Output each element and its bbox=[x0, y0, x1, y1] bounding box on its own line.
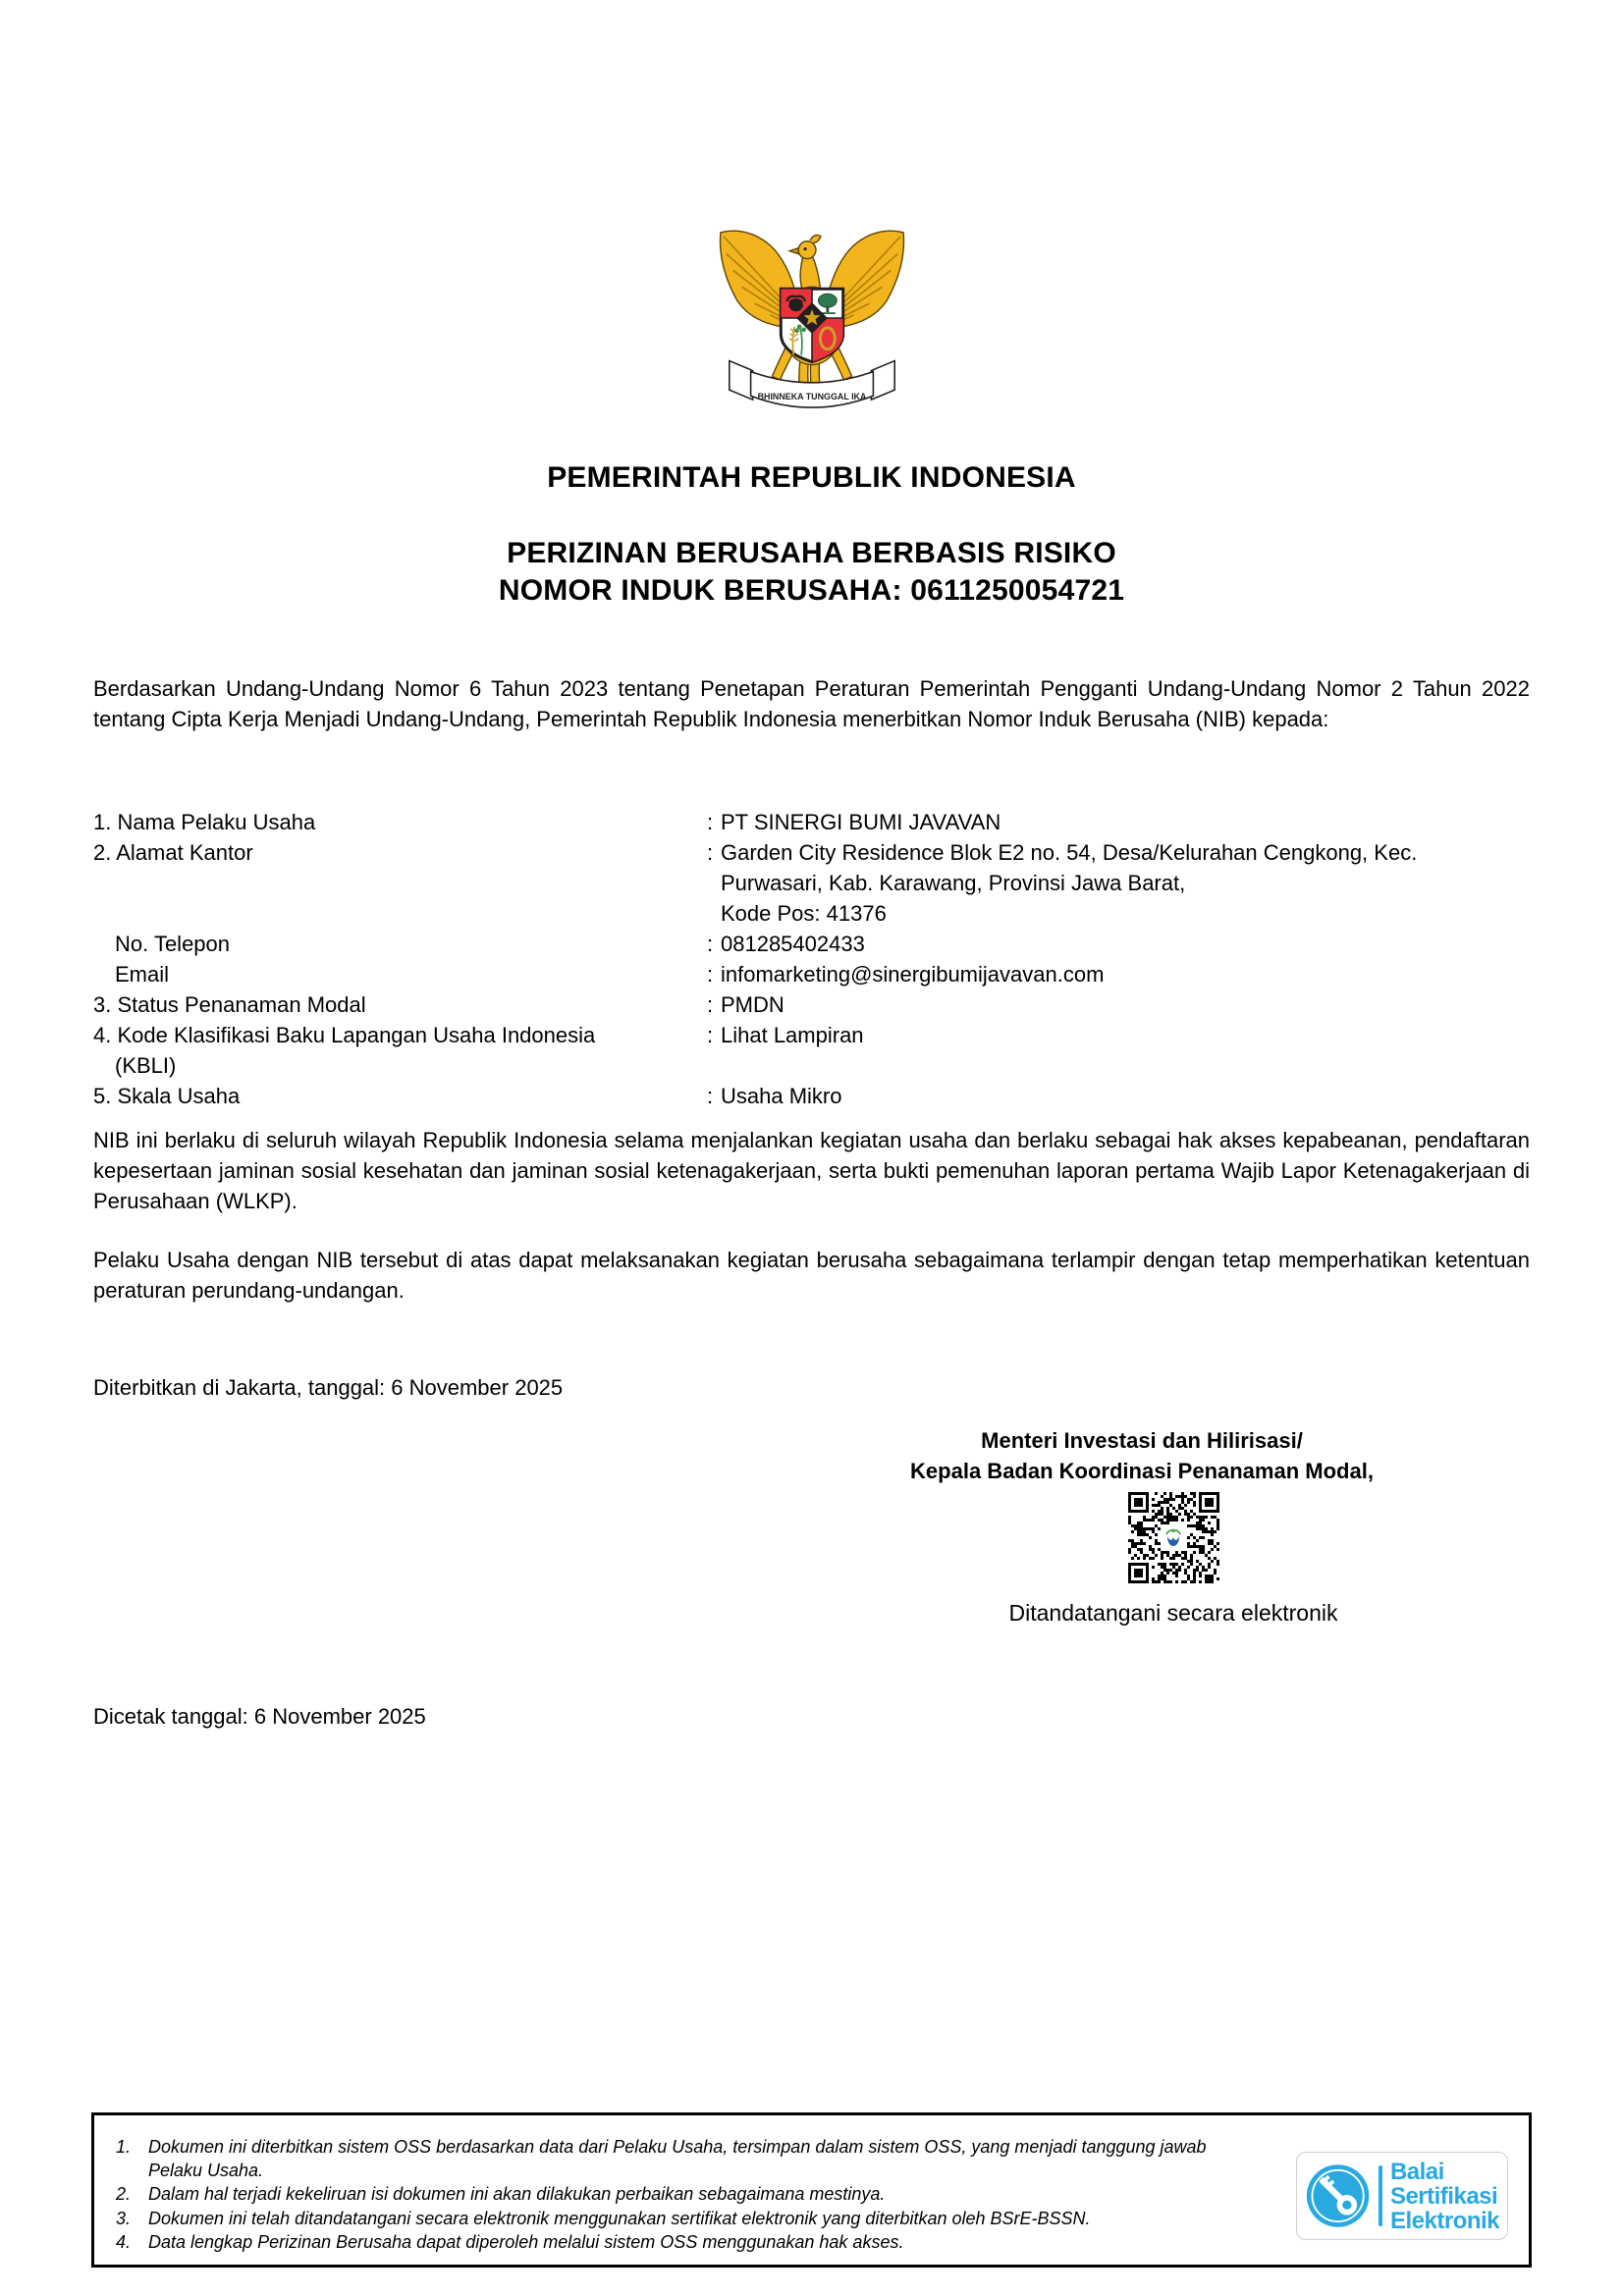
government-title: PEMERINTAH REPUBLIK INDONESIA bbox=[547, 461, 1076, 494]
detail-value: PT SINERGI BUMI JAVAVAN bbox=[721, 810, 1001, 834]
detail-label: Email bbox=[115, 962, 170, 987]
printed-line: Dicetak tanggal: 6 November 2025 bbox=[93, 1704, 426, 1729]
footnote-item bbox=[116, 2136, 1244, 2182]
detail-value-line: Kode Pos: 41376 bbox=[721, 901, 887, 926]
detail-label: No. Telepon bbox=[115, 932, 231, 956]
footnote-item bbox=[116, 2183, 1244, 2207]
colon: : bbox=[707, 932, 714, 956]
footnote-item bbox=[116, 2231, 1244, 2255]
bse-logo-text-line2: Sertifikasi bbox=[1389, 2182, 1498, 2210]
footnote-text: Dokumen ini telah ditandatangani secara elektronik menggunakan sertifikat elektronik yang diterbitkan oleh BSrE-BSSN. bbox=[148, 2208, 1091, 2228]
validity-paragraph: NIB ini berlaku di seluruh wilayah Republik Indonesia selama menjalankan kegiatan usaha dan berlaku sebagai hak akses kepabeanan, pendaftaran kepesertaan jaminan sosial kesehatan dan jaminan sosial ketenagakerjaan, serta bukti pemenuhan laporan pertama Wajib Lapor Ketenagakerjaan di Perusahaan (WLKP). bbox=[93, 1128, 1530, 1213]
bkpm-logo-icon bbox=[1161, 1525, 1186, 1551]
business-details-list bbox=[93, 807, 1530, 1111]
detail-value-line: Garden City Residence Blok E2 no. 54, Desa/Kelurahan Cengkong, Kec. bbox=[721, 840, 1418, 865]
bse-logo-text-line3: Elektronik bbox=[1389, 2207, 1499, 2234]
colon: : bbox=[707, 840, 714, 865]
garuda-pancasila-emblem bbox=[710, 208, 914, 424]
signatory-title-line2: Kepala Badan Koordinasi Penanaman Modal, bbox=[910, 1459, 1374, 1483]
issued-line: Diterbitkan di Jakarta, tanggal: 6 November 2025 bbox=[93, 1375, 564, 1400]
qr-code bbox=[1128, 1492, 1219, 1583]
detail-label: 4. Kode Klasifikasi Baku Lapangan Usaha Indonesia bbox=[93, 1023, 596, 1047]
detail-row-alamat-kantor bbox=[93, 837, 1530, 929]
document-type-title: PERIZINAN BERUSAHA BERBASIS RISIKO bbox=[507, 537, 1116, 569]
footnote-item bbox=[116, 2208, 1244, 2231]
colon: : bbox=[707, 1084, 714, 1108]
detail-row-skala-usaha bbox=[93, 1081, 1530, 1111]
bse-logo-text-line1: Balai bbox=[1389, 2158, 1444, 2185]
detail-label: 5. Skala Usaha bbox=[93, 1084, 241, 1108]
detail-value-line: Purwasari, Kab. Karawang, Provinsi Jawa Barat, bbox=[721, 871, 1186, 895]
footnote-number: 4. bbox=[116, 2232, 132, 2252]
obligation-paragraph: Pelaku Usaha dengan NIB tersebut di atas dapat melaksanakan kegiatan berusaha sebagaimana terlampir dengan tetap memperhatikan ketentuan peraturan perundang-undangan. bbox=[93, 1248, 1530, 1303]
detail-value: infomarketing@sinergibumijavavan.com bbox=[721, 962, 1105, 987]
bhinneka-motto: BHINNEKA TUNGGAL IKA bbox=[757, 392, 866, 402]
footnote-number: 3. bbox=[116, 2208, 132, 2228]
detail-label-line2: (KBLI) bbox=[115, 1053, 177, 1078]
footnote-number: 2. bbox=[116, 2184, 132, 2204]
detail-row-email bbox=[93, 959, 1530, 989]
electronic-signature-note: Ditandatangani secara elektronik bbox=[1008, 1600, 1338, 1626]
detail-row-kbli bbox=[93, 1020, 1530, 1081]
detail-row-status-penanaman-modal bbox=[93, 989, 1530, 1020]
footnote-number: 1. bbox=[116, 2137, 132, 2157]
detail-value: PMDN bbox=[721, 992, 784, 1017]
colon: : bbox=[707, 992, 714, 1017]
colon: : bbox=[707, 810, 714, 834]
nib-number-title: NOMOR INDUK BERUSAHA: 0611250054721 bbox=[498, 574, 1125, 607]
footnotes-box bbox=[91, 2112, 1532, 2268]
footnote-text: Dokumen ini diterbitkan sistem OSS berdasarkan data dari Pelaku Usaha, tersimpan dalam sistem OSS, yang menjadi tanggung jawab Pelaku Usaha. bbox=[148, 2137, 1207, 2180]
signatory-title-line1: Menteri Investasi dan Hilirisasi/ bbox=[981, 1428, 1303, 1453]
detail-row-telepon bbox=[93, 929, 1530, 959]
colon: : bbox=[707, 962, 714, 987]
bse-key-icon bbox=[1305, 2161, 1371, 2231]
footnote-text: Data lengkap Perizinan Berusaha dapat diperoleh melalui sistem OSS menggunakan hak akses. bbox=[148, 2232, 904, 2252]
bse-logo-card bbox=[1296, 2152, 1508, 2240]
detail-label: 2. Alamat Kantor bbox=[93, 840, 253, 865]
detail-value: Lihat Lampiran bbox=[721, 1023, 864, 1047]
detail-row-nama-pelaku-usaha bbox=[93, 807, 1530, 837]
signature-block bbox=[754, 1425, 1530, 1627]
footnote-text: Dalam hal terjadi kekeliruan isi dokumen ini akan dilakukan perbaikan sebagaimana mestinya. bbox=[148, 2184, 886, 2204]
colon: : bbox=[707, 1023, 714, 1047]
detail-label: 3. Status Penanaman Modal bbox=[93, 992, 366, 1017]
bse-logo-separator bbox=[1379, 2165, 1382, 2226]
detail-label: 1. Nama Pelaku Usaha bbox=[93, 810, 316, 834]
detail-value: Usaha Mikro bbox=[721, 1084, 842, 1108]
detail-value: 081285402433 bbox=[721, 932, 865, 956]
intro-paragraph: Berdasarkan Undang-Undang Nomor 6 Tahun 2023 tentang Penetapan Peraturan Pemerintah Pengganti Undang-Undang Nomor 2 Tahun 2022 tentang Cipta Kerja Menjadi Undang-Undang, Pemerintah Republik Indonesia menerbitkan Nomor Induk Berusaha (NIB) kepada: bbox=[93, 676, 1530, 731]
